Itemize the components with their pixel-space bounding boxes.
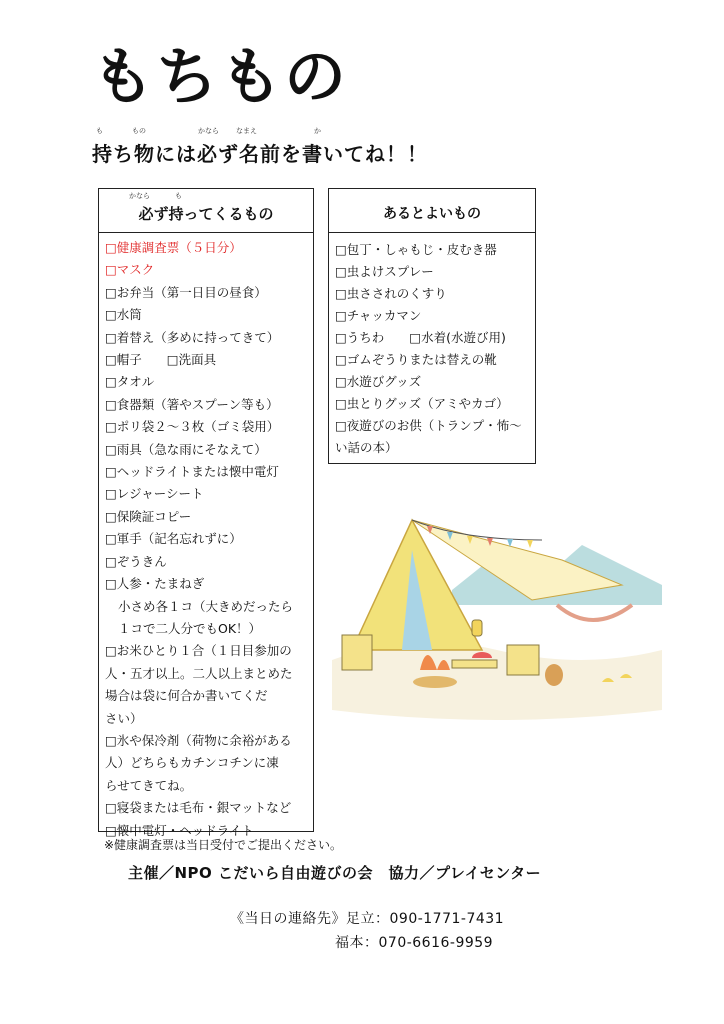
required-item-text: □ポリ袋２～３枚（ゴミ袋用） (105, 419, 280, 435)
required-item-text: □マスク (105, 262, 155, 278)
optional-item: □チャッカマン (335, 308, 422, 323)
table (452, 660, 497, 668)
required-item-text: □水筒 (105, 307, 142, 323)
chair-left (342, 635, 372, 670)
required-items-box (98, 188, 314, 838)
required-item-text: □お米ひとり１合（１日目参加の (105, 643, 292, 659)
required-item-text: □ぞうきん (105, 553, 167, 569)
required-item-continuation: さい） (105, 710, 143, 726)
notice-text: ※健康調査票は当日受付でご提出ください。 (104, 838, 343, 852)
contact-line-2: 福本：070-6616-9959 (335, 935, 494, 951)
required-item-text: □健康調査票（５日分） (105, 240, 242, 255)
optional-item: □ゴムぞうりまたは替えの靴 (335, 352, 497, 367)
optional-item: い話の本） (335, 440, 398, 455)
required-item-text: □レジャーシート (105, 486, 204, 502)
required-list (99, 233, 313, 842)
optional-item: □包丁・しゃもじ・皮むき器 (335, 242, 497, 257)
optional-list (329, 233, 535, 459)
lantern (472, 620, 482, 636)
subtitle: 持ち物には必ず名前を書いてね！！ (92, 142, 428, 166)
required-item (105, 439, 313, 461)
organizer-text: 主催／NPO こだいら自由遊びの会 協力／プレイセンター (128, 864, 542, 882)
required-item (105, 349, 313, 371)
required-item-text: □軍手（記名忘れずに） (105, 531, 242, 547)
required-item-text: □食器類（箸やスプーン等も） (105, 396, 279, 412)
required-item-continuation: 場合は袋に何合か書いてくだ (105, 688, 268, 704)
fire-logs (413, 676, 457, 688)
chair-right (507, 645, 539, 675)
required-item-text: □お弁当（第一日目の昼食） (105, 284, 267, 300)
required-item (105, 371, 313, 393)
page-title: もちもの (92, 40, 349, 113)
required-item (105, 282, 313, 304)
optional-item: □虫とりグッズ（アミやカゴ） (335, 396, 509, 411)
required-item-text: □懐中電灯・ヘッドライト (105, 822, 254, 838)
optional-item: □虫さされのくすり (335, 286, 447, 301)
required-item (105, 506, 313, 528)
optional-item: □水遊びグッズ (335, 374, 422, 389)
required-item-text: □氷や保冷剤（荷物に余裕がある (105, 732, 292, 748)
optional-item: □夜遊びのお供（トランプ・怖～ (335, 418, 522, 433)
required-item (105, 259, 313, 281)
required-item-text: □帽子 □洗面具 (105, 352, 217, 368)
required-item-text: □保険証コピー (105, 508, 192, 524)
required-header: かなら も 必ず持ってくるもの (99, 189, 313, 233)
required-item (105, 394, 313, 416)
required-item-text: □着替え（多めに持ってきて） (105, 329, 280, 345)
required-item (105, 237, 313, 259)
camping-illustration (332, 510, 662, 730)
required-item (105, 327, 313, 349)
required-item-continuation: 人）どちらもカチンコチンに凍 (105, 755, 279, 771)
optional-item: □うちわ □水着(水遊び用) (335, 330, 506, 345)
required-item (105, 551, 313, 573)
required-item-continuation: 人・五才以上。二人以上まとめた (105, 665, 293, 681)
required-item (105, 573, 313, 640)
required-item (105, 797, 313, 819)
required-item-text: □タオル (105, 374, 155, 390)
required-item (105, 461, 313, 483)
required-item (105, 528, 313, 550)
required-item (105, 483, 313, 505)
optional-header: あるとよいもの (329, 189, 535, 233)
required-item-text: □雨具（急な雨にそなえて） (105, 441, 267, 457)
required-item-text: □寝袋または毛布・銀マットなど (105, 800, 292, 816)
optional-item: □虫よけスプレー (335, 264, 434, 279)
required-item (105, 640, 313, 730)
required-item-continuation: らせてきてね。 (105, 777, 193, 793)
contact-line-1: 《当日の連絡先》足立：090-1771-7431 (230, 911, 505, 927)
hammock (557, 605, 632, 620)
guitar (545, 664, 563, 686)
required-item (105, 730, 313, 797)
optional-items-box (328, 188, 536, 464)
required-item-continuation: 小さめ各１コ（大きめだったら (118, 598, 294, 614)
required-item-text: □ヘッドライトまたは懐中電灯 (105, 464, 279, 480)
required-item-continuation: １コで二人分でもOK！） (118, 620, 262, 636)
required-item-text: □人参・たまねぎ (105, 576, 205, 592)
required-item (105, 416, 313, 438)
required-item (105, 304, 313, 326)
